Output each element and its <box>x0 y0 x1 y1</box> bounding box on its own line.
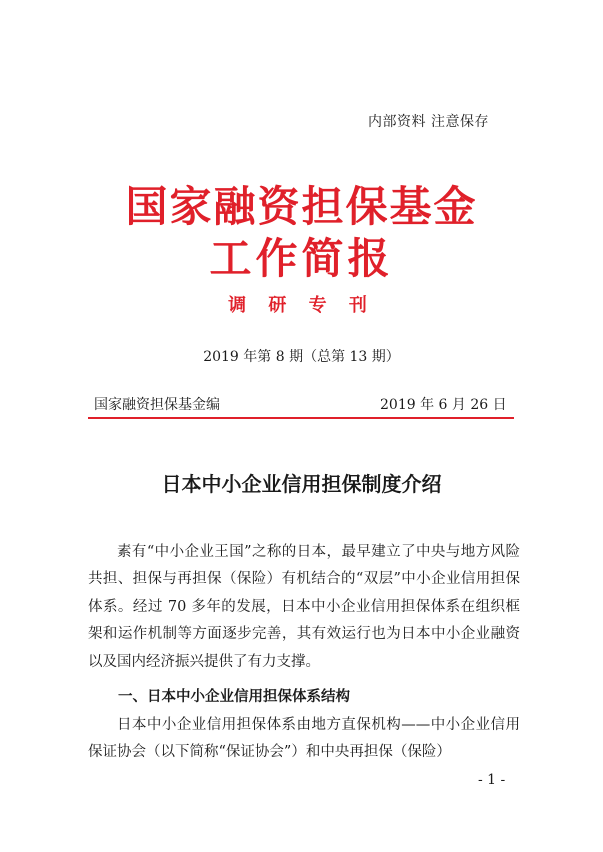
issue-number: 2019 年第 8 期（总第 13 期） <box>203 349 400 365</box>
article-title: 日本中小企业信用担保制度介绍 <box>161 472 442 496</box>
article-paragraph-2: 日本中小企业信用担保体系由地方直保机构——中小企业信用保证协会（以下简称“保证协会”）和中央再担保（保险） <box>88 717 520 761</box>
masthead-title-line1: 国家融资担保基金 <box>125 182 478 231</box>
editor-label: 国家融资担保基金编 <box>94 397 220 413</box>
section-heading-1: 一、日本中小企业信用担保体系结构 <box>118 689 350 705</box>
issue-date: 2019 年 6 月 26 日 <box>380 397 507 413</box>
red-divider <box>88 417 514 419</box>
confidential-label: 内部资料 注意保存 <box>368 114 489 130</box>
masthead-title-line2: 工作简报 <box>209 234 394 283</box>
page-number: - 1 - <box>478 772 506 788</box>
special-issue-label: 调 研 专 刊 <box>228 295 375 316</box>
article-paragraph-1: 素有“中小企业王国”之称的日本，最早建立了中央与地方风险共担、担保与再担保（保险）有机结合的“双层”中小企业信用担保体系。经过 70 多年的发展，日本中小企业信用担保体系在组织框架和运作机制等方面逐步完善，其有效运行也为日本中小企业融资以及国内经济振兴提供了有力支撑。 <box>88 544 520 670</box>
